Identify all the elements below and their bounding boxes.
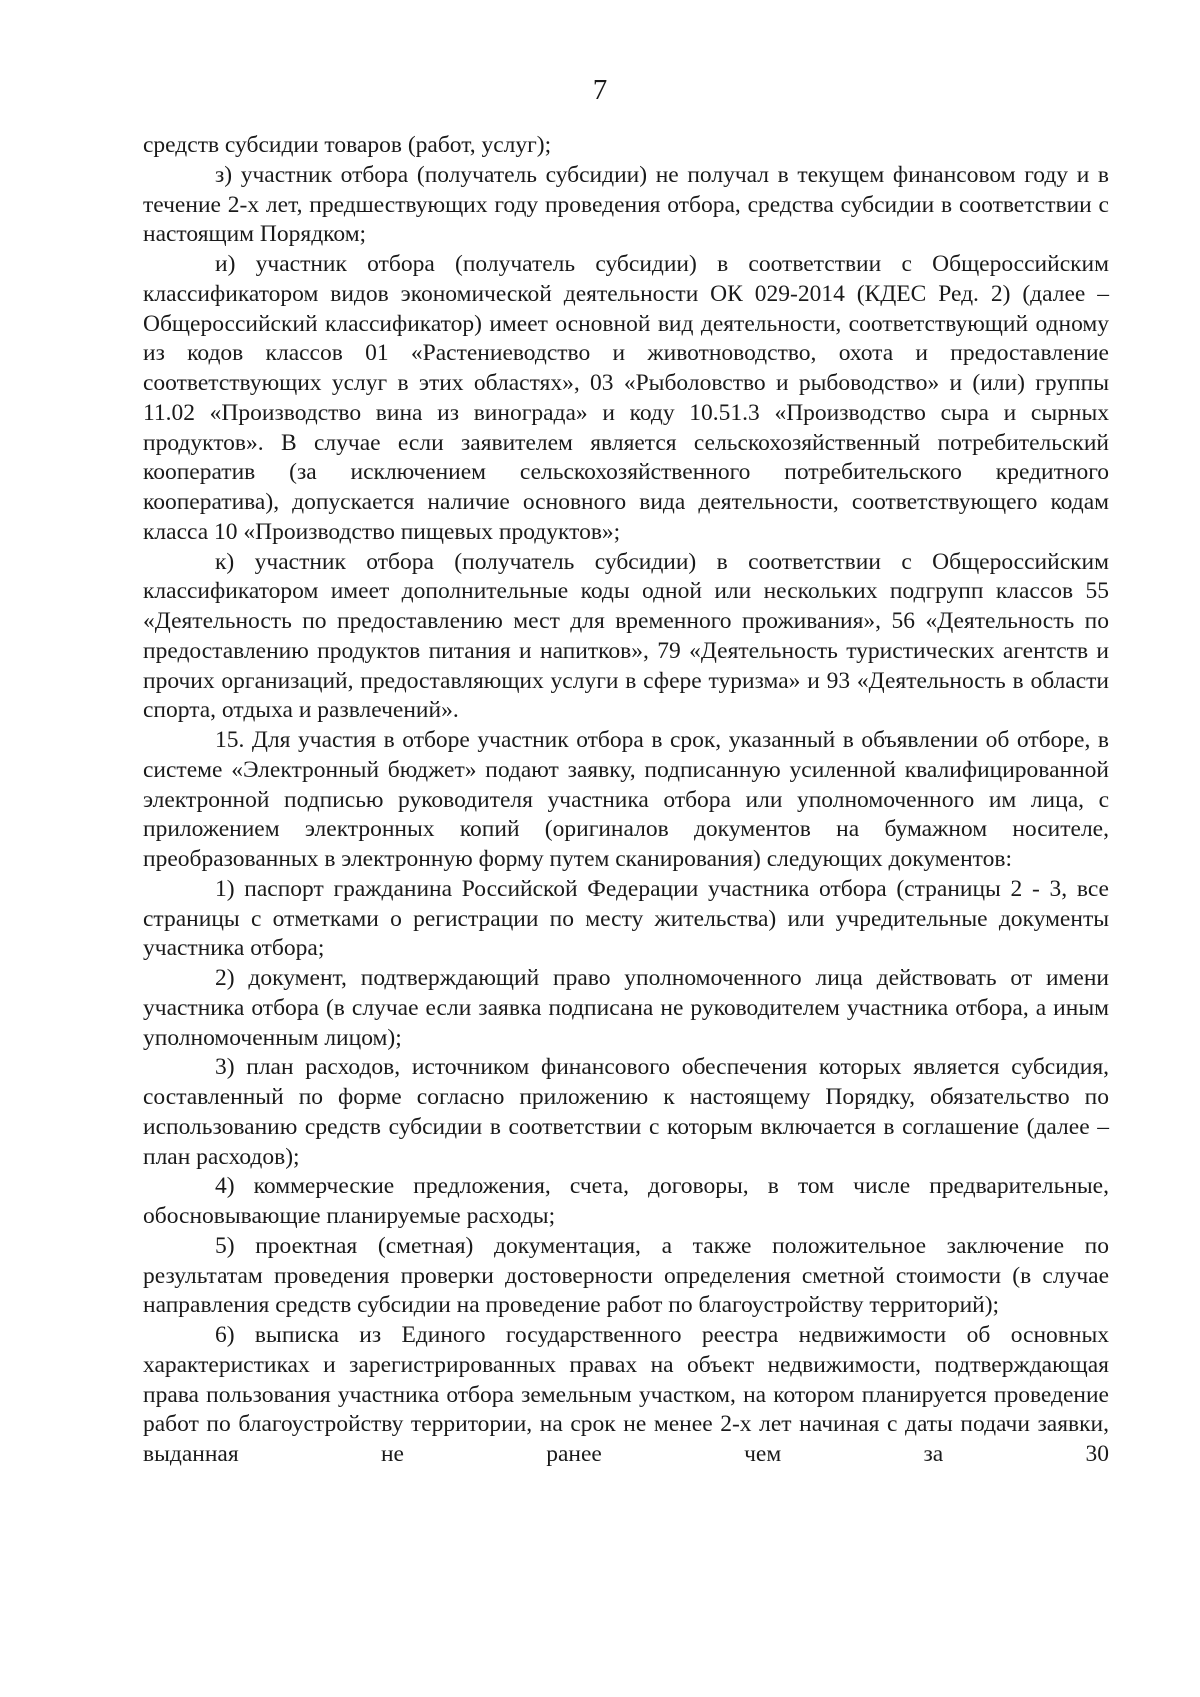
- paragraph-continuation: средств субсидии товаров (работ, услуг);: [143, 132, 552, 158]
- paragraph-item-z: з) участник отбора (получатель субсидии) не получал в текущем финансовом году и в течение 2-х лет, предшествующих году проведения отбора, средства субсидии в соответствии с настоящим Порядком;: [143, 161, 1109, 248]
- paragraph-item-i: и) участник отбора (получатель субсидии) в соответствии с Общероссийским классификатором видов экономической деятельности ОК 029-2014 (КДЕС Ред. 2) (далее – Общероссийский классификатор) имеет основной вид деятельности, соответствующий одному из кодов классов 01 «Растениеводство и животноводство, охота и предоставление соответствующих услуг в этих областях», 03 «Рыболовство и рыбоводство» и (или) группы 11.02 «Производство вина из винограда» и коду 10.51.3 «Производство сыра и сырных продуктов». В случае если заявителем является сельскохозяйственный потребительский кооператив (за исключением сельскохозяйственного потребительского кредитного кооператива), допускается наличие основного вида деятельности, соответствующего кодам класса 10 «Производство пищевых продуктов»;: [143, 251, 1109, 545]
- paragraph-doc-3: 3) план расходов, источником финансового обеспечения которых является субсидия, составленный по форме согласно приложению к настоящему Порядку, обязательство по использованию средств субсидии в соответствии с которым включается в соглашение (далее – план расходов);: [143, 1054, 1109, 1170]
- paragraph-point-15: 15. Для участия в отборе участник отбора в срок, указанный в объявлении об отборе, в системе «Электронный бюджет» подают заявку, подписанную усиленной квалифицированной электронной подписью руководителя участника отбора или уполномоченного им лица, с приложением электронных копий (оригиналов документов на бумажном носителе, преобразованных в электронную форму путем сканирования) следующих документов:: [143, 727, 1109, 872]
- paragraph-doc-2: 2) документ, подтверждающий право уполномоченного лица действовать от имени участника отбора (в случае если заявка подписана не руководителем участника отбора, а иным уполномоченным лицом);: [143, 965, 1109, 1051]
- paragraph-doc-1: 1) паспорт гражданина Российской Федерации участника отбора (страницы 2 - 3, все страницы с отметками о регистрации по месту жительства) или учредительные документы участника отбора;: [143, 875, 1109, 962]
- paragraph-item-k: к) участник отбора (получатель субсидии) в соответствии с Общероссийским классификатором имеет дополнительные коды одной или нескольких подгрупп классов 55 «Деятельность по предоставлению мест для временного проживания», 56 «Деятельность по предоставлению продуктов питания и напитков», 79 «Деятельность туристических агентств и прочих организаций, предоставляющих услуги в сфере туризма» и 93 «Деятельность в области спорта, отдыха и развлечений».: [143, 548, 1109, 724]
- paragraph-doc-5: 5) проектная (сметная) документация, а также положительное заключение по результатам проведения проверки достоверности определения сметной стоимости (в случае направления средств субсидии на проведение работ по благоустройству территорий);: [143, 1232, 1109, 1319]
- paragraph-doc-6: 6) выписка из Единого государственного реестра недвижимости об основных характеристиках и зарегистрированных правах на объект недвижимости, подтверждающая права пользования участника отбора земельным участком, на котором планируется проведение работ по благоустройству территории, на срок не менее 2-х лет начиная с даты подачи заявки, выданная не ранее чем за 30: [143, 1322, 1109, 1467]
- page-number: 7: [592, 74, 608, 106]
- document-body: [143, 131, 1109, 1470]
- paragraph-doc-4: 4) коммерческие предложения, счета, договоры, в том числе предварительные, обосновывающие планируемые расходы;: [143, 1173, 1109, 1229]
